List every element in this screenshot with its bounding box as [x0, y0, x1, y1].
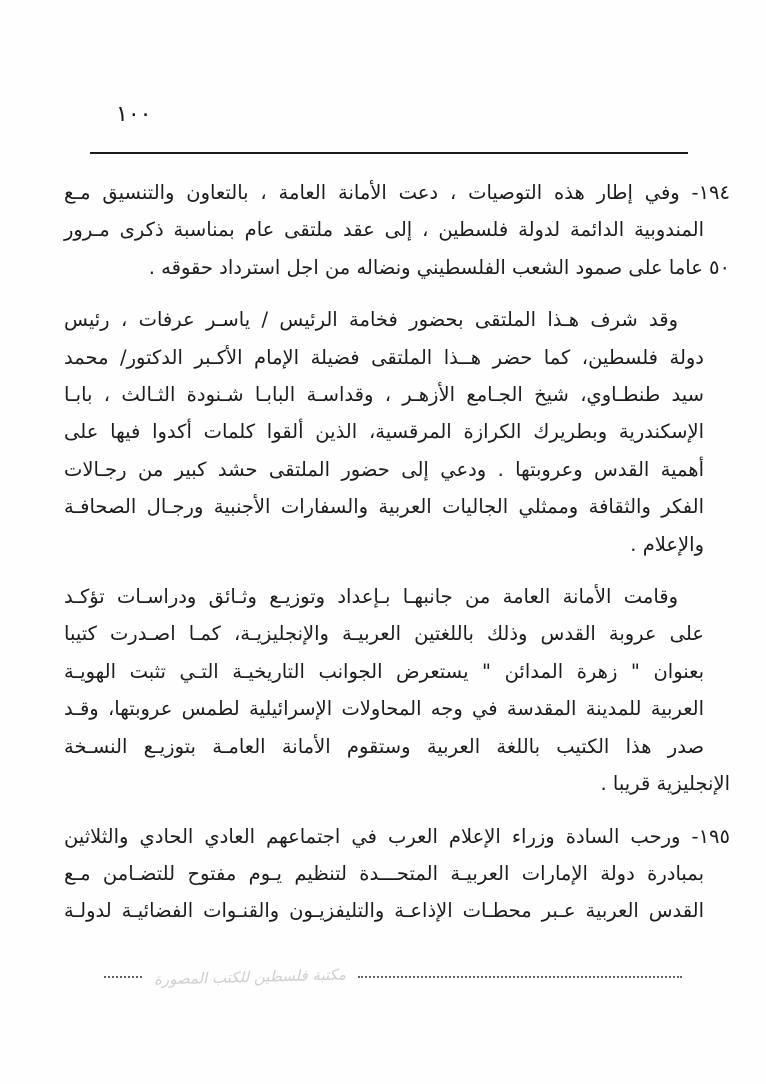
page-footer: [104, 965, 682, 989]
text-line: بمبادرة دولة الإمارات العربيـة المتحـــدة لتنظيم يـوم مفتوح للتضـامن مـع: [64, 861, 704, 885]
page-number: ١٠٠: [116, 102, 152, 127]
paragraph: [64, 174, 730, 286]
text-line: على عروبة القدس وذلك باللغتين العربيـة والإنجليزيـة، كمـا اصـدرت كتيبا: [64, 622, 704, 646]
text-line: وقامت الأمانة العامة من جانبهـا بـإعداد وتوزيـع وثـائق ودراسـات تؤكـد: [64, 585, 678, 609]
footer-dotted-line-left: [104, 976, 142, 978]
text-line: ١٩٤- وفي إطار هذه التوصيات ، دعت الأمانة العامة ، بالتعاون والتنسيق مـع: [64, 181, 730, 204]
text-line: أهمية القدس وعروبتها . ودعي إلى حضور الملتقى حشد كبير من رجـالات: [64, 457, 704, 481]
header-rule: [90, 152, 688, 154]
paragraph: [64, 818, 730, 930]
library-watermark: مكتبة فلسطين للكتب المصورة: [153, 965, 347, 989]
paragraph: [64, 578, 730, 802]
text-line: العربية للمدينة المقدسة في وجه المحاولات الإسرائيلية لطمس عروبتها، وقـد: [64, 697, 704, 721]
text-line: سيد طنطـاوي، شيخ الجـامع الأزهـر ، وقداسـة البابـا شـنودة الثـالث ، بابـا: [64, 383, 704, 407]
text-line: دولة فلسطين، كما حضر هــذا الملتقى فضيلة الإمام الأكـبر الدكتور/ محمد: [64, 345, 704, 369]
text-line: ٥٠ عاما على صمود الشعب الفلسطيني ونضاله من اجل استرداد حقوقه .: [148, 255, 730, 279]
text-line: والإعلام .: [630, 532, 704, 556]
text-line: المندوبية الدائمة لدولة فلسطين ، إلى عقد ملتقى عام بمناسبة ذكرى مـرور: [64, 218, 704, 242]
document-text-body: [64, 174, 730, 945]
text-line: صدر هذا الكتيب باللغة العربية وستقوم الأمانة العامـة بتوزيـع النسـخة: [64, 734, 704, 758]
paragraph: [64, 301, 730, 563]
footer-dotted-line-right: [358, 976, 682, 978]
text-line: بعنوان " زهرة المدائن " يستعرض الجوانب التاريخيـة التـي تثبت الهويـة: [64, 659, 704, 683]
text-line: الفكر والثقافة وممثلي الجاليات العربية والسفارات الأجنبية ورجـال الصحافـة: [64, 495, 704, 519]
text-line: الإنجليزية قريبا .: [600, 772, 730, 796]
text-line: الإسكندرية وبطريرك الكرازة المرقسية، الذين ألقوا كلمات أكدوا فيها على: [64, 420, 704, 444]
text-line: وقد شرف هـذا الملتقى بحضور فخامة الرئيس / ياسـر عرفات ، رئيس: [64, 308, 678, 332]
text-line: ١٩٥- ورحب السادة وزراء الإعلام العرب في اجتماعهم العادي الحادي والثلاثين: [64, 824, 730, 848]
text-line: القدس العربية عـبر محطـات الإذاعـة والتليفزيـون والقنـوات الفضائيـة لدولـة: [64, 899, 704, 923]
